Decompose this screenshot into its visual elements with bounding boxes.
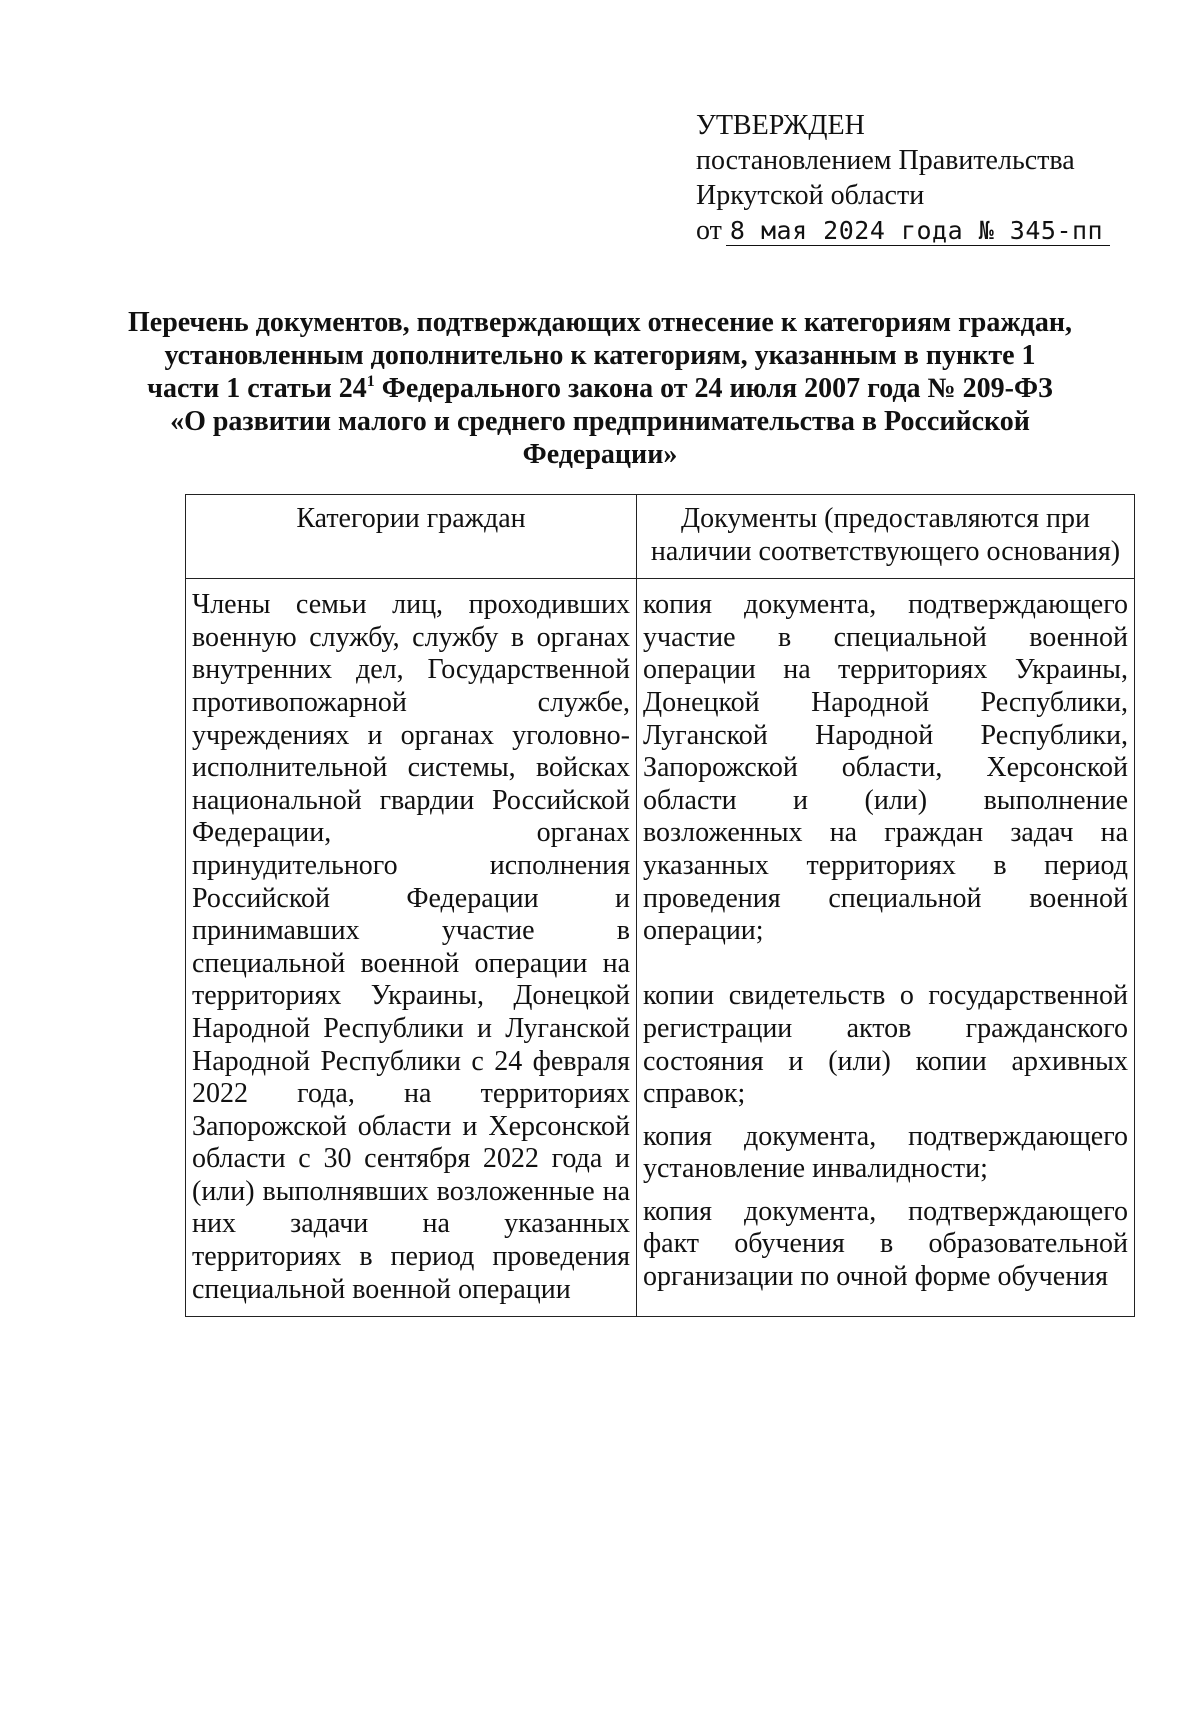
approval-region-line: Иркутской области <box>696 180 925 211</box>
category-cell: Члены семьи лиц, проходивших военную службу, службу в органах внутренних дел, Государственной противопожарной службе, учреждениях и органах уголовно-исполнительной системы, войсках национальной гвардии Российской Федерации, органах принудительного исполнения Российской Федерации и принимавших участие в специальной военной операции на территориях Украины, Донецкой Народной Республики и Луганской Народной Республики с 24 февраля 2022 года, на территориях Запорожской области и Херсонской области с 30 сентября 2022 года и (или) выполнявших возложенные на них задачи на указанных территориях в период проведения специальной военной операции <box>186 579 637 1317</box>
table-row <box>186 579 1135 1317</box>
title-line-3-end: Федерального закона от 24 июля 2007 года № 209-ФЗ <box>374 373 1053 404</box>
title-superscript: 1 <box>366 373 375 390</box>
documents-table <box>185 494 1135 1317</box>
paragraph-gap <box>643 948 1128 981</box>
approval-resolution-line: постановлением Правительства <box>696 145 1075 176</box>
header-documents: Документы (предоставляются при наличии соответствующего основания) <box>637 495 1135 579</box>
document-item: копия документа, подтверждающего участие в специальной военной операции на территориях Украины, Донецкой Народной Республики, Луганской Народной Республики, Запорожской области, Херсонской области и (или) выполнение возложенных на граждан задач на указанных территориях в период проведения специальной военной операции; <box>643 589 1128 947</box>
title-line-2: установленным дополнительно к категориям, указанным в пункте 1 <box>164 340 1036 371</box>
document-item: копия документа, подтверждающего факт обучения в образовательной организации по очной форме обучения <box>643 1195 1128 1293</box>
document-item: копия документа, подтверждающего установление инвалидности; <box>643 1120 1128 1185</box>
header-categories: Категории граждан <box>186 495 637 579</box>
paragraph-gap <box>643 1186 1128 1196</box>
approval-date-prefix: от <box>696 215 722 246</box>
title-line-3-start: части 1 статьи 24 <box>147 373 367 404</box>
approval-date-value: 8 мая 2024 года № 345-пп <box>726 217 1110 246</box>
paragraph-gap <box>643 1111 1128 1121</box>
title-line-1: Перечень документов, подтверждающих отнесение к категориям граждан, <box>128 307 1072 338</box>
approval-approved: УТВЕРЖДЕН <box>696 110 865 141</box>
documents-cell <box>637 579 1135 1317</box>
table-header-row <box>186 495 1135 579</box>
title-line-5: Федерации» <box>522 439 678 470</box>
document-item: копии свидетельств о государственной регистрации актов гражданского состояния и (или) копии архивных справок; <box>643 980 1128 1110</box>
document-title <box>120 306 1080 471</box>
approval-date-line <box>696 213 1116 248</box>
title-line-4: «О развитии малого и среднего предпринимательства в Российской <box>170 406 1030 437</box>
title-line-3 <box>120 372 1080 405</box>
approval-block <box>696 108 1116 248</box>
